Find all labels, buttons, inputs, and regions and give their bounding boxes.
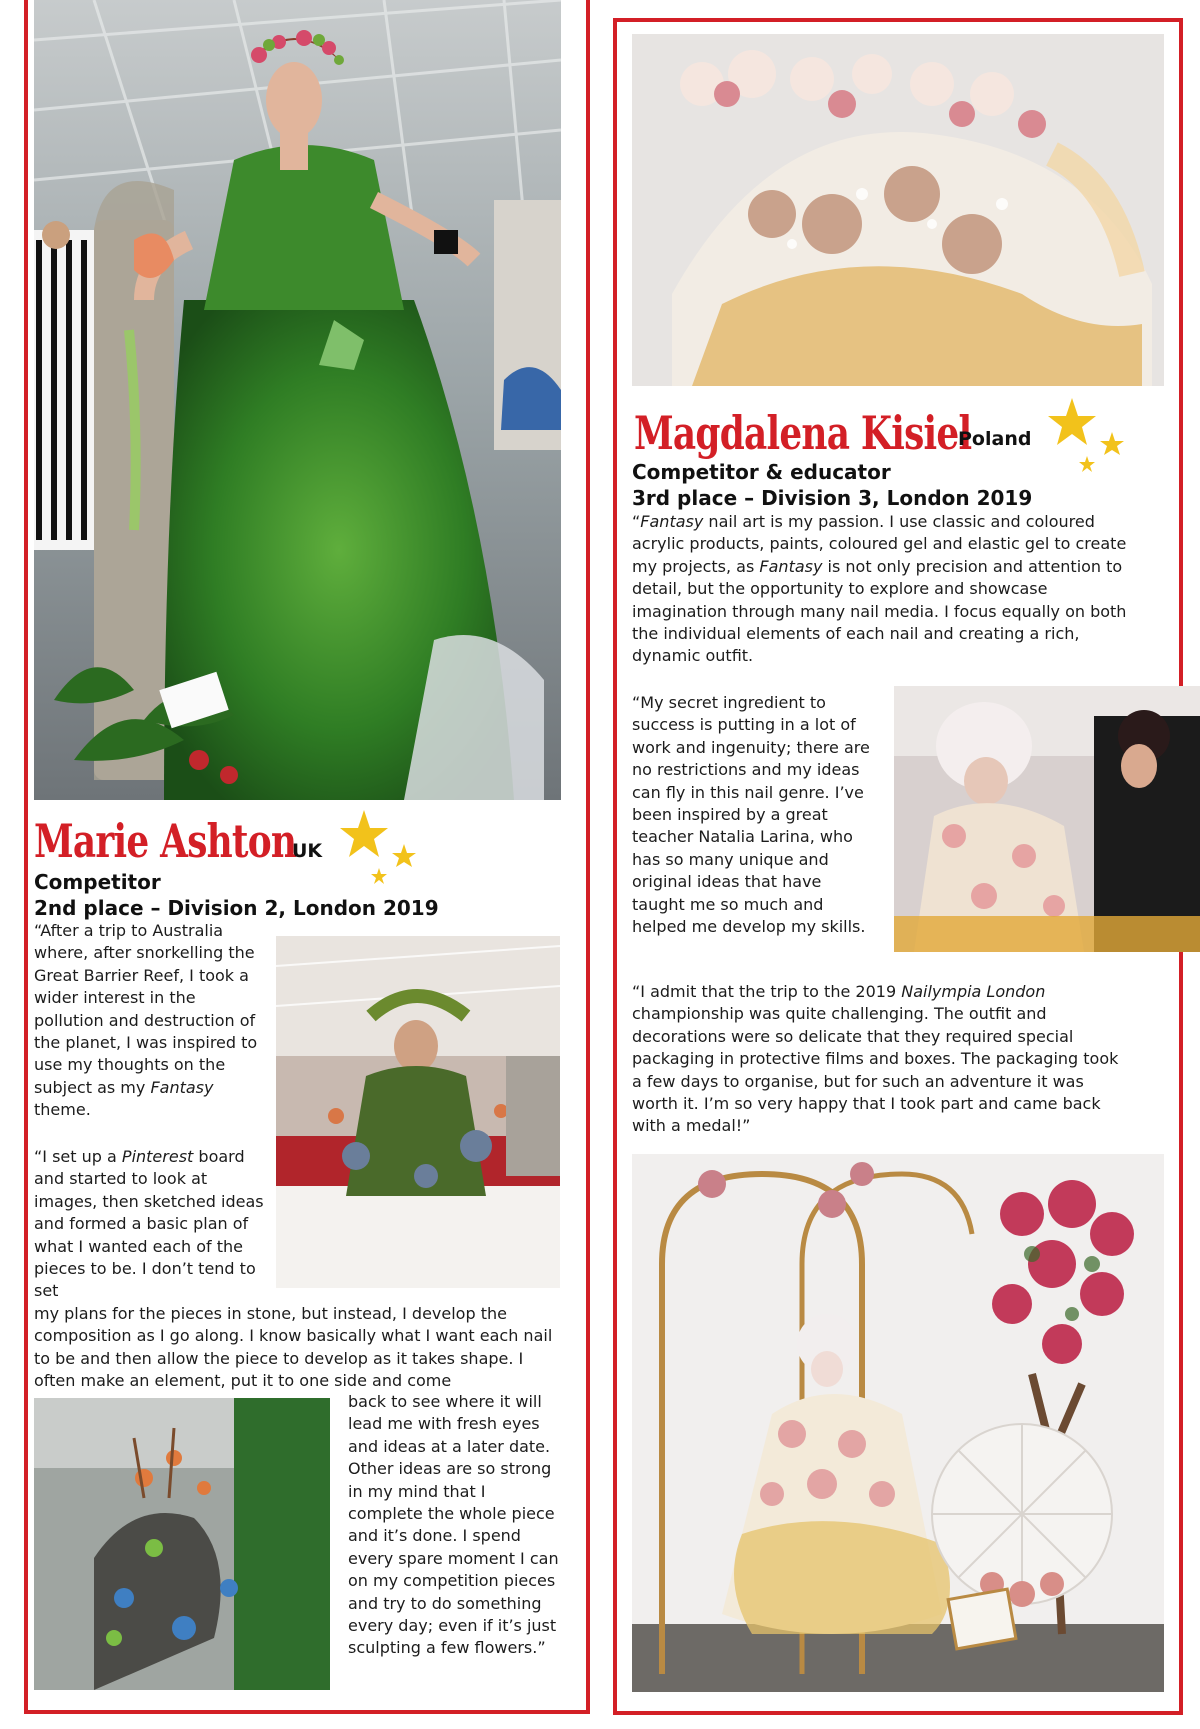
second-paragraph: “My secret ingredient to success is putting in a lot of work and ingenuity; there are no restrictions and my ideas can fly in this nail genre. I’ve been inspired by a great teacher Natalia Larina, who has so many unique and original ideas that have taught me so much and helped me develop my skills. bbox=[632, 693, 870, 937]
stars-icon bbox=[1044, 396, 1126, 476]
photo-competitor-at-work bbox=[894, 686, 1200, 952]
intro-paragraph: “After a trip to Australia where, after snorkelling the Great Barrier Reef, I took a wider interest in the pollution and destruction of the planet, I was inspired to use my thoughts on the subject as my Fantasy theme. bbox=[34, 921, 258, 1120]
competitor-name: Marie Ashton bbox=[34, 814, 297, 868]
competitor-role: Competitor bbox=[34, 870, 161, 894]
third-paragraph: “I admit that the trip to the 2019 Nailympia London championship was quite challenging. The outfit and decorations were so delicate that they required special packaging in protective films and boxes. The packaging took a few days to organise, but for such an adventure it was worth it. I’m so very happy that I took part and came back with a medal!” bbox=[632, 982, 1119, 1136]
stars-icon bbox=[336, 808, 418, 888]
second-paragraph-start: “I set up a Pinterest board and started to look at images, then sketched ideas and formed a basic plan of what I wanted each of the pieces to be. I don’t tend to set bbox=[34, 1147, 264, 1301]
competitor-name: Magdalena Kisiel bbox=[634, 406, 972, 460]
placement-title: 3rd place – Division 3, London 2019 bbox=[632, 486, 1033, 510]
placement-title: 2nd place – Division 2, London 2019 bbox=[34, 896, 439, 920]
photo-seated-competitor bbox=[276, 936, 560, 1288]
first-paragraph: “Fantasy nail art is my passion. I use classic and coloured acrylic products, paints, coloured gel and elastic gel to create my projects, as Fantasy is not only precision and attention to detail, but the opportunity to explore and showcase imagination through many nail media. I focus equally on both the individual elements of each nail and creating a rich, dynamic outfit. bbox=[632, 512, 1127, 666]
competitor-country: Poland bbox=[958, 428, 1032, 450]
competitor-role: Competitor & educator bbox=[632, 460, 891, 484]
second-paragraph-wide: my plans for the pieces in stone, but instead, I develop the composition as I go along. I know basically what I want each nail to be and then allow the piece to develop as it takes shape. I often make an element, put it to one side and come bbox=[34, 1304, 553, 1391]
photo-floral-gown-closeup bbox=[632, 34, 1164, 386]
competitor-country: UK bbox=[292, 840, 323, 862]
photo-nail-sculpture bbox=[34, 1398, 330, 1690]
photo-green-gown bbox=[34, 0, 561, 800]
photo-swing-display bbox=[632, 1154, 1164, 1692]
second-paragraph-end: back to see where it will lead me with fresh eyes and ideas at a later date. Other ideas are so strong in my mind that I complete the whole piece and it’s done. I spend every spare moment I can on my competition pieces and try to do something every day; even if it’s just sculpting a few flowers.” bbox=[348, 1392, 559, 1658]
